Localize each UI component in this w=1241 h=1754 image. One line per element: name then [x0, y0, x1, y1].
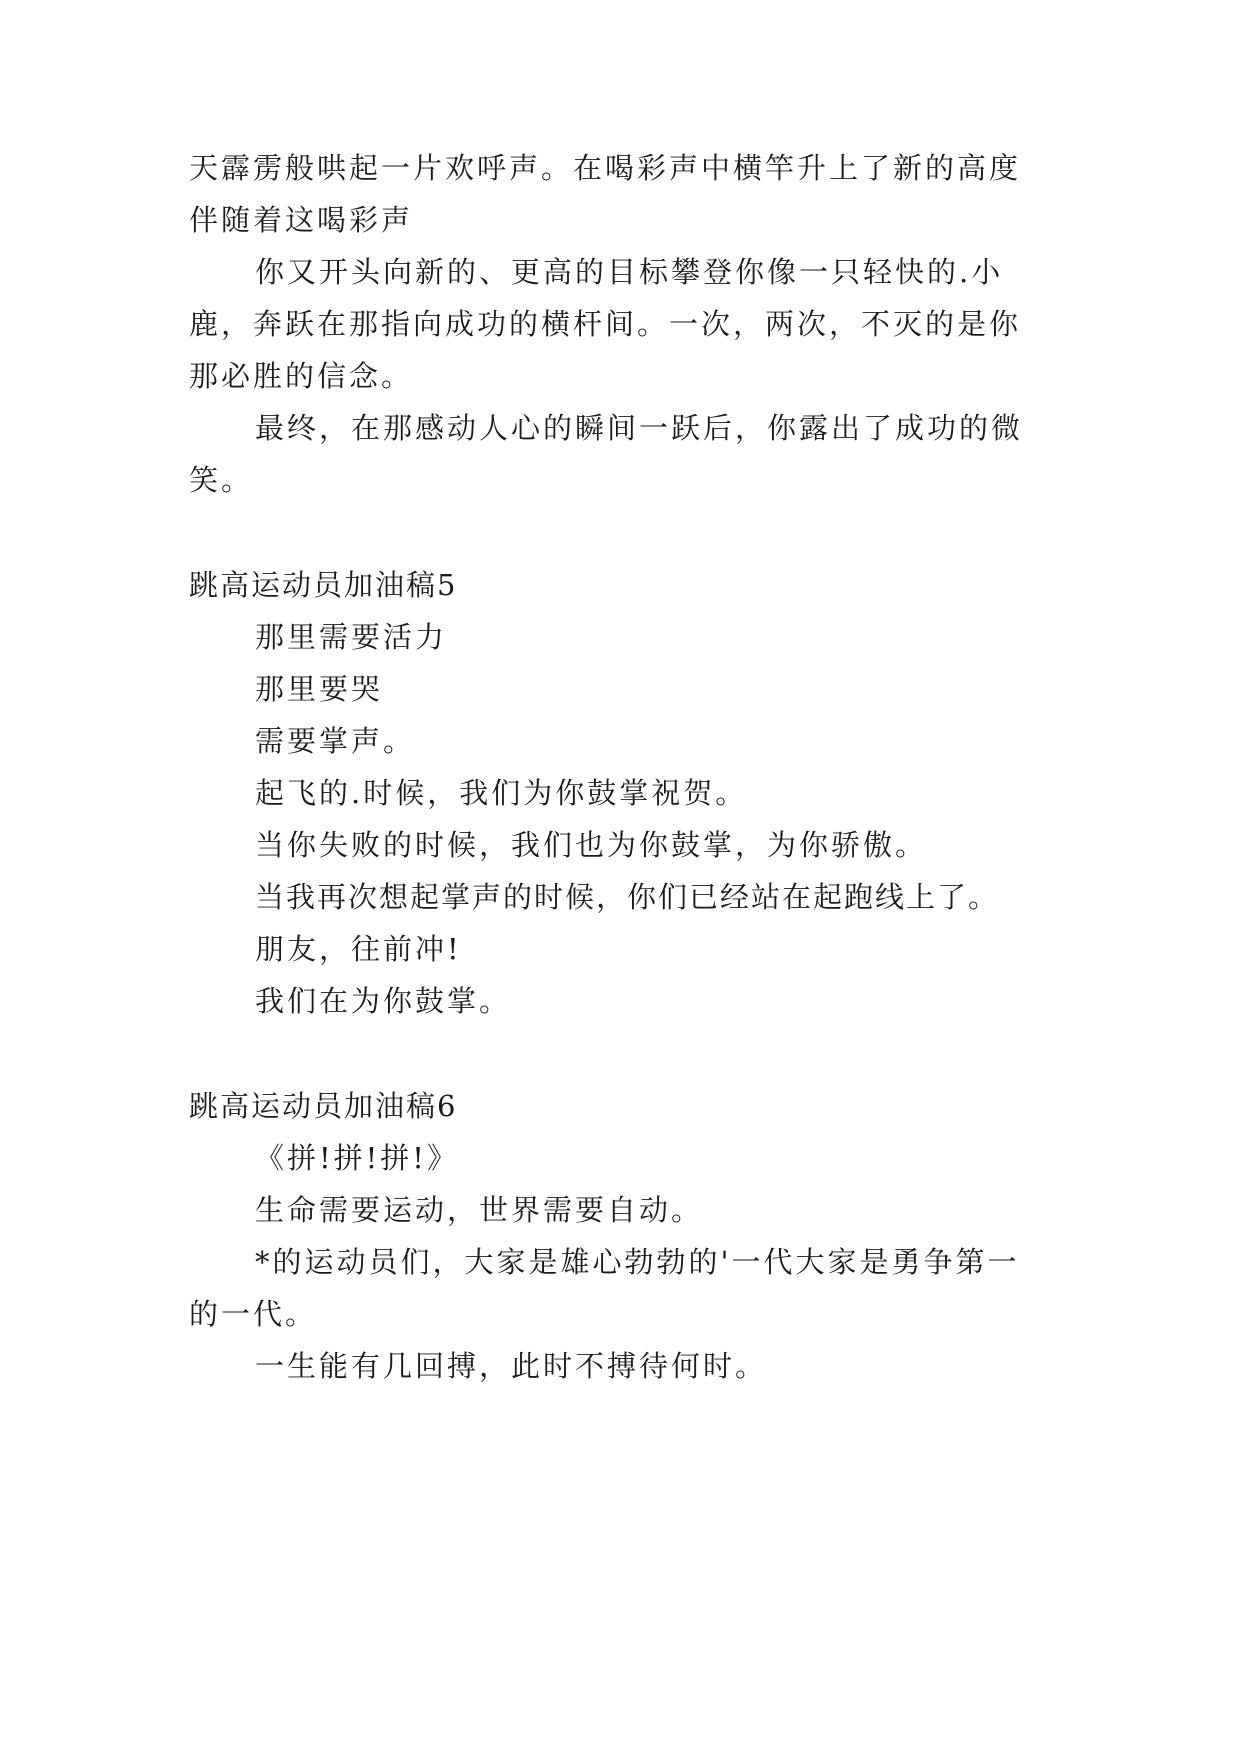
section-5-title: 跳高运动员加油稿5 [189, 568, 458, 602]
intro-line-2: 伴随着这喝彩声 [189, 203, 414, 237]
section-5-line: 起飞的.时候，我们为你鼓掌祝贺。 [255, 776, 748, 810]
intro-para2-line-2: 鹿，奔跃在那指向成功的横杆间。一次，两次，不灭的是你 [189, 307, 1022, 341]
intro-line-1: 天霹雳般哄起一片欢呼声。在喝彩声中横竿升上了新的高度 [189, 151, 1022, 185]
section-5-line: 我们在为你鼓掌。 [255, 984, 512, 1018]
intro-para3-line-2: 笑。 [189, 463, 254, 497]
section-6-subtitle: 《拼!拼!拼!》 [255, 1141, 459, 1175]
section-5-line: 朋友，往前冲! [255, 932, 462, 966]
section-5-line: 需要掌声。 [255, 724, 416, 758]
section-5-line: 那里需要活力 [255, 620, 448, 654]
section-6-title: 跳高运动员加油稿6 [189, 1089, 458, 1123]
section-5-line: 当我再次想起掌声的时候，你们已经站在起跑线上了。 [255, 880, 1000, 914]
section-5-line: 那里要哭 [255, 672, 384, 706]
section-5-line: 当你失败的时候，我们也为你鼓掌，为你骄傲。 [255, 828, 928, 862]
intro-para2-line-3: 那必胜的信念。 [189, 359, 414, 393]
section-6-line-last: 一生能有几回搏，此时不搏待何时。 [255, 1349, 768, 1383]
intro-para3-line-1: 最终，在那感动人心的瞬间一跃后，你露出了成功的微 [255, 411, 1024, 445]
section-6-para-line-1: *的运动员们，大家是雄心勃勃的'一代大家是勇争第一 [255, 1245, 1020, 1279]
section-6-para-line-2: 的一代。 [189, 1297, 318, 1331]
section-6-line-1: 生命需要运动，世界需要自动。 [255, 1193, 704, 1227]
intro-para2-line-1: 你又开头向新的、更高的目标攀登你像一只轻快的.小 [255, 255, 1004, 289]
